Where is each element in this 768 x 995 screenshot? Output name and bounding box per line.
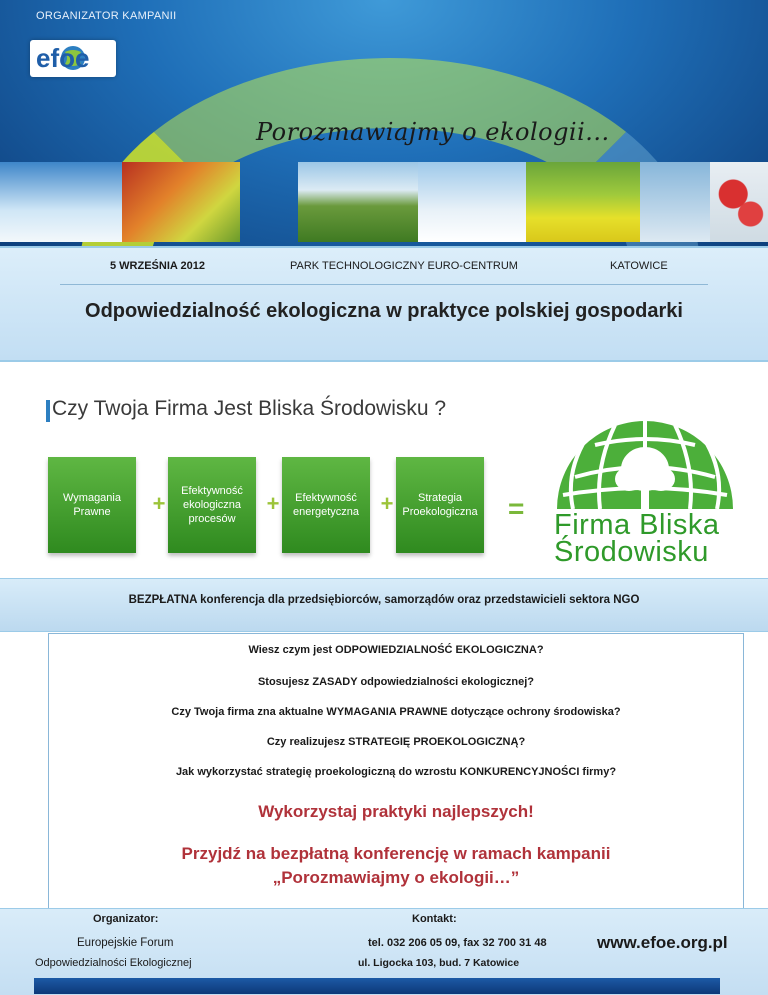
question-accent-bar bbox=[46, 400, 50, 422]
plus-icon: + bbox=[152, 491, 166, 516]
footer-blue-bar bbox=[34, 978, 720, 994]
step-legal-requirements: Wymagania Prawne bbox=[48, 457, 136, 553]
cta-headline: Wykorzystaj praktyki najlepszych! bbox=[258, 802, 534, 821]
footer-organizer-label: Organizator: bbox=[93, 913, 159, 925]
organizer-campaign-label: ORGANIZATOR KAMPANII bbox=[36, 10, 177, 22]
photo-landscape bbox=[298, 162, 418, 242]
question-line: Czy Twoja firma zna aktualne WYMAGANIA PRAWNE dotyczące ochrony środowiska? bbox=[171, 706, 621, 718]
free-conference-text: BEZPŁATNA konferencja dla przedsiębiorców, samorządów oraz przedstawicieli sektora NGO bbox=[128, 594, 640, 606]
photo-winter-trees bbox=[418, 162, 526, 242]
footer-contact-label: Kontakt: bbox=[412, 913, 457, 925]
photo-strip bbox=[0, 162, 768, 242]
efoe-logo bbox=[30, 40, 116, 77]
photo-satellite-dish bbox=[640, 162, 710, 242]
header-banner bbox=[0, 0, 768, 246]
conference-title: Odpowiedzialność ekologiczna w praktyce polskiej gospodarki bbox=[85, 300, 683, 322]
plus-icon: + bbox=[380, 491, 394, 516]
footer-phone: tel. 032 206 05 09, fax 32 700 31 48 bbox=[368, 937, 547, 949]
steps-diagram bbox=[44, 457, 504, 557]
questions-box bbox=[48, 633, 744, 909]
step-eco-strategy: Strategia Proekologiczna bbox=[396, 457, 484, 553]
question-line: Wiesz czym jest ODPOWIEDZIALNOŚĆ EKOLOGICZNA? bbox=[248, 644, 544, 656]
campaign-slogan: Porozmawiajmy o ekologii... bbox=[256, 118, 610, 146]
question-line: Czy realizujesz STRATEGIĘ PROEKOLOGICZNĄ? bbox=[266, 736, 526, 748]
question-line: Jak wykorzystać strategię proekologiczną do wzrostu KONKURENCYJNOŚCI firmy? bbox=[175, 766, 617, 778]
footer-website-link[interactable]: www.efoe.org.pl bbox=[597, 933, 728, 952]
photo-red-flowers bbox=[710, 162, 768, 242]
question-line: Stosujesz ZASADY odpowiedzialności ekologicznej? bbox=[257, 676, 535, 688]
photo-rapeseed-field bbox=[526, 162, 640, 242]
step-process-efficiency: Efektywność ekologiczna procesów bbox=[168, 457, 256, 553]
plus-icon: + bbox=[266, 491, 280, 516]
photo-clouds bbox=[0, 162, 122, 242]
efoe-logo-mark bbox=[30, 40, 116, 77]
cta-invitation: Przyjdź na bezpłatną konferencję w ramach kampanii „Porozmawiajmy o ekologii…” bbox=[181, 844, 611, 887]
free-conference-band bbox=[0, 578, 768, 632]
step-energy-efficiency: Efektywność energetyczna bbox=[282, 457, 370, 553]
footer-organizer-name-line2: Odpowiedzialności Ekologicznej bbox=[35, 957, 192, 969]
equals-icon: = bbox=[508, 493, 525, 524]
event-date: 5 WRZEŚNIA 2012 bbox=[110, 260, 205, 272]
event-info-panel bbox=[0, 246, 768, 362]
svg-text:efoe: efoe bbox=[36, 43, 90, 73]
footer-address: ul. Ligocka 103, bud. 7 Katowice bbox=[358, 957, 520, 969]
firma-bliska-srodowisku-wordmark: Firma Bliska Środowisku bbox=[554, 509, 720, 568]
photo-autumn-leaves bbox=[122, 162, 240, 242]
footer-organizer-name-line1: Europejskie Forum bbox=[77, 937, 174, 949]
event-divider bbox=[60, 284, 708, 285]
diagram-question: Czy Twoja Firma Jest Bliska Środowisku ? bbox=[52, 397, 447, 420]
event-venue: PARK TECHNOLOGICZNY EURO-CENTRUM bbox=[290, 260, 518, 272]
event-city: KATOWICE bbox=[610, 260, 668, 272]
